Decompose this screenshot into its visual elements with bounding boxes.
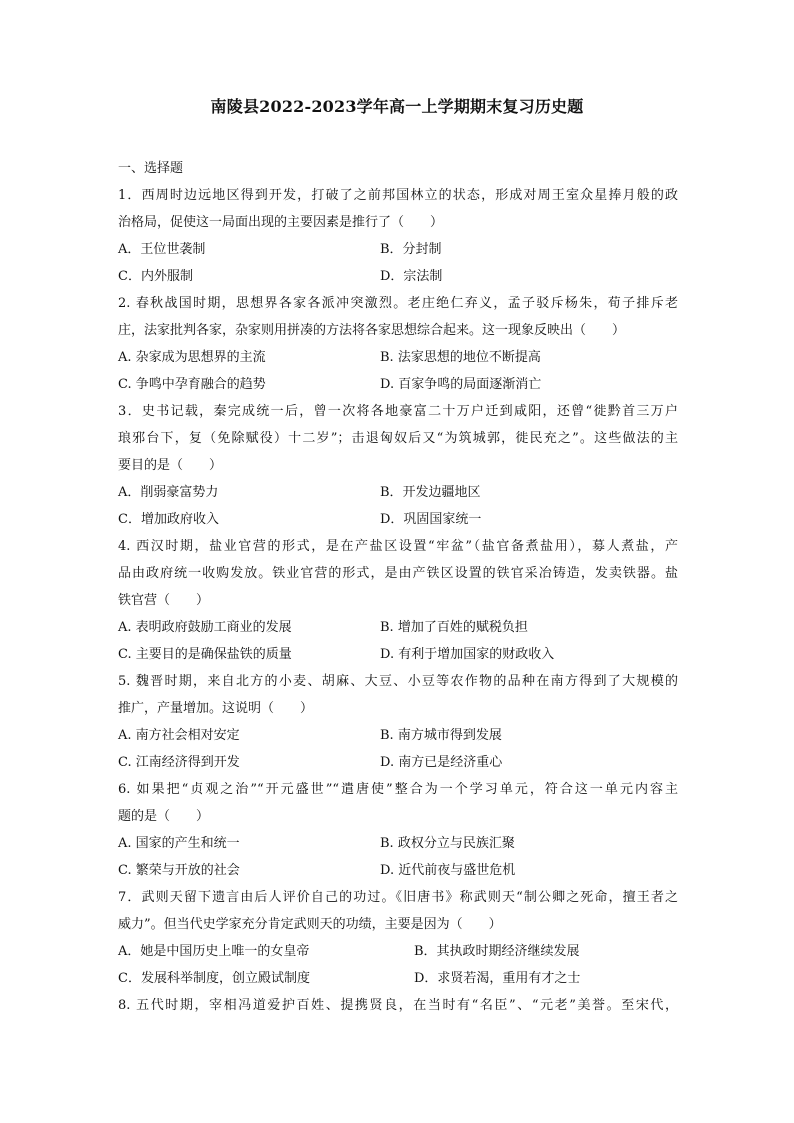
option-d: D. 有利于增加国家的财政收入 [380,647,555,662]
option-c: C．内外服制 [118,269,193,284]
question-2 [118,290,678,398]
option-a: A. 杂家成为思想界的主流 [118,350,266,365]
question-4 [118,533,678,668]
option-a: A. 南方社会相对安定 [118,728,240,743]
option-c: C. 江南经济得到开发 [118,755,240,770]
option-c: C．发展科举制度，创立殿试制度 [118,971,310,986]
question-7 [118,884,678,992]
option-a: A．削弱豪富势力 [118,485,219,500]
option-b: B. 增加了百姓的赋税负担 [380,620,528,635]
option-b: B．其执政时期经济继续发展 [414,944,580,959]
question-3 [118,398,678,533]
option-d: D. 南方已是经济重心 [380,755,503,770]
section-heading: 一、选择题 [118,161,184,176]
question-text: 题的是（ ） [118,809,210,824]
option-a: A．她是中国历史上唯一的女皇帝 [118,944,310,959]
option-d: D．宗法制 [380,269,443,284]
option-c: C. 繁荣与开放的社会 [118,863,240,878]
option-c: C. 争鸣中孕育融合的趋势 [118,377,266,392]
question-text: 2. 春秋战国时期，思想界各家各派冲突激烈。老庄绝仁弃义，孟子驳斥杨朱，荀子排斥老 [118,296,678,311]
question-text: 3．史书记载，秦完成统一后，曾一次将各地豪富二十万户迁到咸阳，还曾“徙黔首三万户 [118,404,678,419]
question-text: 琅邪台下，复（免除赋役）十二岁”；击退匈奴后又“为筑城郭，徙民充之”。这些做法的主 [118,431,678,446]
option-d: D. 百家争鸣的局面逐渐消亡 [380,377,542,392]
question-text: 要目的是（ ） [118,458,223,473]
question-5 [118,668,678,776]
option-b: B．分封制 [380,242,442,257]
option-a: A. 表明政府鼓励工商业的发展 [118,620,292,635]
question-8 [118,992,678,1019]
option-b: B．开发边疆地区 [380,485,481,500]
option-b: B. 南方城市得到发展 [380,728,502,743]
option-b: B. 法家思想的地位不断提高 [380,350,541,365]
option-c: C．增加政府收入 [118,512,219,527]
question-text: 庄，法家批判各家，杂家则用拼凑的方法将各家思想综合起来。这一现象反映出（ ） [118,323,626,338]
option-d: D. 近代前夜与盛世危机 [380,863,516,878]
option-a: A．王位世袭制 [118,242,206,257]
question-text: 1．西周时边远地区得到开发，打破了之前邦国林立的状态，形成对周王室众星捧月般的政 [118,188,678,203]
page-title: 南陵县2022-2023学年高一上学期期末复习历史题 [210,97,584,116]
question-text: 4. 西汉时期，盐业官营的形式，是在产盐区设置“牢盆”（盐官备煮盐用），募人煮盐，产 [118,539,678,554]
option-c: C. 主要目的是确保盐铁的质量 [118,647,292,662]
question-text: 7．武则天留下遗言由后人评价自己的功过。《旧唐书》称武则天“制公卿之死命，擅王者之 [118,890,678,905]
option-b: B. 政权分立与民族汇聚 [380,836,515,851]
option-d: D．求贤若渴，重用有才之士 [414,971,581,986]
question-text: 5. 魏晋时期，来自北方的小麦、胡麻、大豆、小豆等农作物的品种在南方得到了大规模的 [118,674,678,689]
question-text: 6. 如果把“贞观之治”“开元盛世”“遣唐使”整合为一个学习单元，符合这一单元内容主 [118,782,678,797]
exam-content [118,155,678,1019]
question-text: 推广，产量增加。这说明（ ） [118,701,314,716]
question-text: 8. 五代时期，宰相冯道爱护百姓、提携贤良，在当时有“名臣”、“元老”美誉。至宋代， [118,998,678,1013]
question-text: 威力”。但当代史学家充分肯定武则天的功绩，主要是因为（ ） [118,917,502,932]
question-text: 品由政府统一收购发放。铁业官营的形式，是由产铁区设置的铁官采冶铸造，发卖铁器。盐 [118,566,678,581]
question-6 [118,776,678,884]
question-text: 治格局，促使这一局面出现的主要因素是推行了（ ） [118,215,444,230]
option-d: D．巩固国家统一 [380,512,482,527]
question-text: 铁官营（ ） [118,593,210,608]
question-1 [118,182,678,290]
option-a: A. 国家的产生和统一 [118,836,240,851]
